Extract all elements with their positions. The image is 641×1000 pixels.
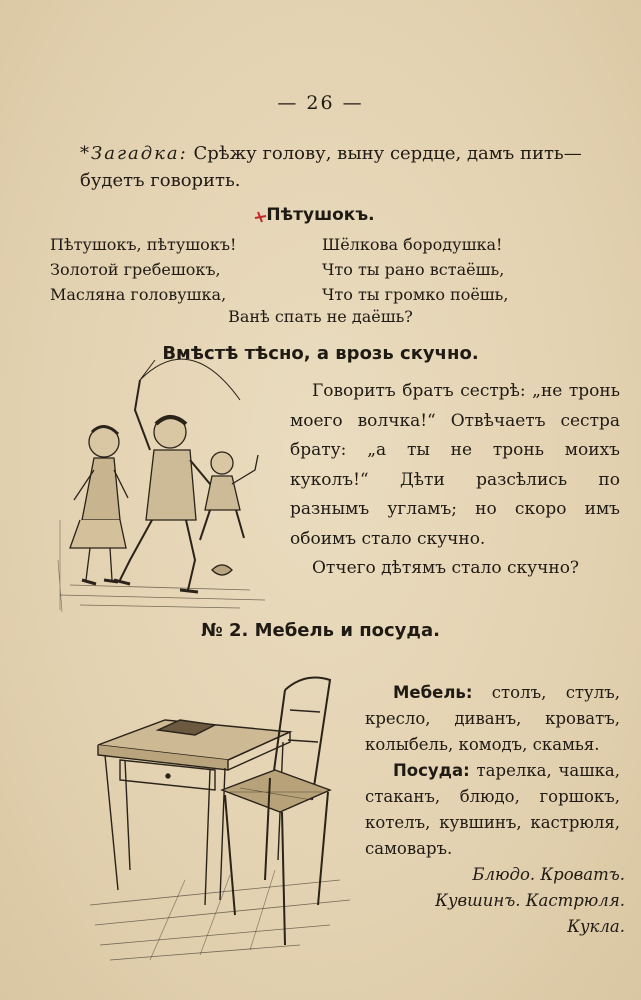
section-title: № 2. Мебель и посуда. <box>201 620 440 641</box>
poem-line: Золотой гребешокъ, <box>50 260 221 279</box>
poem-line: Что ты рано встаёшь, <box>322 260 505 279</box>
dishes-label: Посуда: <box>393 761 470 780</box>
furniture-label: Мебель: <box>393 683 473 702</box>
dishes-line <box>365 758 620 862</box>
riddle-label: *Загадка: <box>80 143 188 164</box>
story-title: Вмѣстѣ тѣсно, а врозь скучно. <box>162 343 479 364</box>
dishes-text: тарелка, чашка, стаканъ, блюдо, горшокъ, котелъ, кувшинъ, кастрюля, самоваръ. <box>365 761 620 858</box>
story-question: Отчего дѣтямъ стало скучно? <box>312 558 580 578</box>
poem-line: Шёлкова бородушка! <box>322 235 503 254</box>
poem-line: Пѣтушокъ, пѣтушокъ! <box>50 235 237 254</box>
furniture-text: столъ, стулъ, кресло, диванъ, кроватъ, колыбель, комодъ, скамья. <box>365 683 620 754</box>
italic-words-line: Блюдо. Кроватъ. Кувшинъ. Кастрюля. Кукла. <box>435 865 625 936</box>
poem-line: Что ты громко поёшь, <box>322 285 509 304</box>
riddle-text: Срѣжу голову, выну сердце, дамъ пить—будетъ говорить. <box>80 143 582 191</box>
poem-title: Пѣтушокъ. <box>266 205 375 225</box>
furniture-line <box>365 680 620 758</box>
vocabulary-block <box>365 680 620 862</box>
poem-line: Масляна головушка, <box>50 285 227 304</box>
page-number: — 26 — <box>277 92 364 114</box>
story-paragraph: Говоритъ братъ сестрѣ: „не тронь моего волчка!“ Отвѣчаетъ сестра брату: „а ты не тронь моихъ куколъ!“ Дѣти разсѣлись по разнымъ угламъ; но скоро имъ обоимъ стало скучно. <box>290 381 620 549</box>
poem-last-line: Ванѣ спать не даёшь? <box>228 307 413 326</box>
